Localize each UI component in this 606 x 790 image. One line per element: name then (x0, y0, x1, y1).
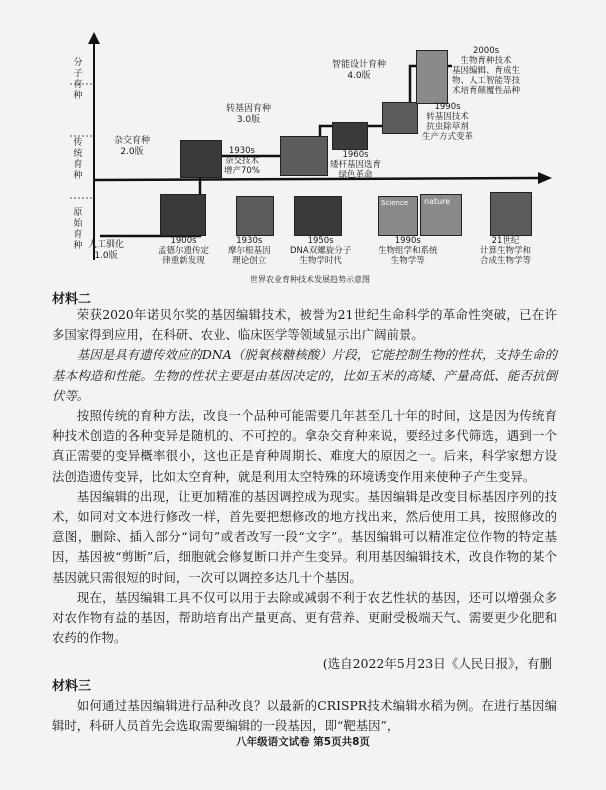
page-footer: 八年级语文试卷 第5页共8页 (236, 736, 370, 748)
photo-mendel (160, 194, 206, 236)
step-label-3: 转基因育种 3.0版 (226, 104, 272, 125)
material3-heading: 材料三 (52, 679, 92, 694)
photo-morgan (236, 196, 274, 236)
paragraph: 荣获2020年诺贝尔奖的基因编辑技术，被誉为21世纪生命科学的革命性突破，已在许多国家得到应用，在科研、农业、临床医学等领域显示出广阔前景。 (52, 307, 557, 343)
timeline-1950s: 1950s DNA双螺旋分子 生物学时代 (290, 236, 352, 266)
photo-transgenic-cotton (382, 102, 418, 134)
source-citation: (选自2022年5月23日《人民日报》，有删 (322, 656, 552, 671)
timeline-1930s: 1930s 摩尔根基因 理论创立 (228, 236, 271, 266)
photo-corn-field (180, 140, 222, 178)
timeline-1900s: 1900s 孟德尔遗传定 律重新发现 (158, 236, 210, 266)
photo-science-journal (378, 196, 418, 236)
annotation-1960s: 1960s 矮杆基因选育 绿色革命 (330, 150, 382, 180)
y-label-traditional: 传统育种 (73, 138, 83, 181)
photo-plant-illustration (416, 50, 448, 104)
y-label-molecular: 分子育种 (73, 58, 83, 101)
step-label-2: 杂交育种 2.0版 (114, 136, 151, 157)
photo-dwarf-rice (332, 122, 368, 150)
material2-body (52, 305, 557, 648)
material3-body (52, 696, 557, 736)
paragraph: 基因编辑的出现，让更加精准的基因调控成为现实。基因编辑是改变目标基因序列的技术，如同对文本进行修改一样，首先要把想修改的地方找出来，然后使用工具，按照修改的意图，删除、插入部分“词句”或者改写一段“文字”。基因编辑可以精准定位作物的特定基因，基因被“剪断”后，细胞就会修复断口并产生变异。利用基因编辑技术，改良作物的某个基因就只需很短的时间，一次可以调控多达几十个基因。 (52, 488, 557, 585)
annotation-2000s: 2000s 生物育种技术 基因编辑、育成生 物、人工智能等技 术培育颠覆性品种 (452, 46, 521, 96)
paragraph: 现在，基因编辑工具不仅可以用于去除或减弱不利于农艺性状的基因，还可以增强众多对农作物有益的基因，帮助培育出产量更高、更有营养、更耐受极端天气、需要更少化肥和农药的作物。 (52, 589, 557, 646)
y-label-primitive: 原始育种 (73, 208, 83, 251)
photo-human-figure (490, 192, 532, 236)
paragraph: 按照传统的育种方法，改良一个品种可能需要几年甚至几十年的时间，这是因为传统育种技术创造的各种变异是随机的、不可控的。拿杂交育种来说，要经过多代筛选，遇到一个真正需要的变异概率很小，这也正是育种周期长、难度大的原因之一。后来，科学家想方设法创造遗传变异，比如太空育种，就是利用太空特殊的环境诱变作用来使种子产生变异。 (52, 408, 557, 484)
step-label-4: 智能设计育种 4.0版 (332, 60, 387, 81)
annotation-1930s: 1930s 杂交技术 增产70% (224, 146, 260, 176)
material2-heading: 材料二 (52, 292, 92, 307)
science-label: Science (381, 199, 409, 207)
nature-label: nature (424, 197, 451, 206)
photo-hybrid-crop (280, 136, 328, 176)
step-label-1: 人工驯化 1.0版 (88, 240, 125, 261)
paragraph: 如何通过基因编辑进行品种改良？以最新的CRISPR技术编辑水稻为例。在进行基因编辑时，科研人员首先会选取需要编辑的一段基因，即“靶基因”， (52, 698, 557, 734)
photo-dna-scientists (294, 196, 342, 236)
photo-nature-journal (420, 194, 462, 236)
timeline-1990s: 1990s 生物组学和系统 生物学等 (378, 236, 438, 266)
paragraph: 基因是具有遗传效应的DNA（脱氧核糖核酸）片段，它能控制生物的性状，支持生命的基本构造和性能。生物的性状主要是由基因决定的，比如玉米的高矮、产量高低、能否抗倒伏等。 (52, 347, 557, 403)
breeding-trend-figure (60, 28, 560, 286)
timeline-21st-century: 21世纪 计算生物学和 合成生物学等 (480, 236, 532, 266)
annotation-1990s-transgenic: 1990s 转基因技术 抗虫除草剂 生产方式变革 (422, 102, 474, 142)
figure-caption: 世界农业育种技术发展趋势示意图 (250, 275, 370, 284)
